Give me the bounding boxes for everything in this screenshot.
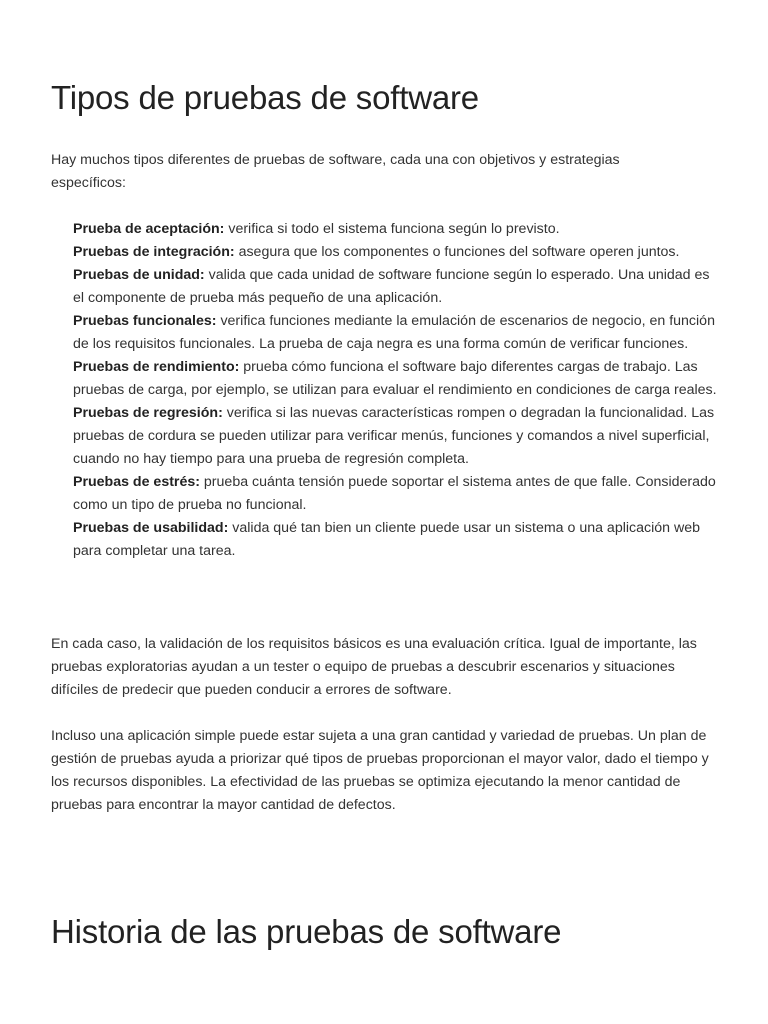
term-label: Prueba de aceptación: [73, 221, 225, 237]
term-description: valida que cada unidad de software funcione según lo esperado. Una unidad es el componente de prueba más pequeño de una aplicación. [73, 267, 710, 306]
term-description: prueba cómo funciona el software bajo diferentes cargas de trabajo. Las pruebas de carga, por ejemplo, se utilizan para evaluar el rendimiento en condiciones de carga reales. [73, 359, 717, 398]
term-label: Pruebas de estrés: [73, 474, 200, 490]
list-item-performance [73, 356, 721, 402]
term-description: verifica si todo el sistema funciona según lo previsto. [228, 221, 560, 237]
term-description: prueba cuánta tensión puede soportar el sistema antes de que falle. Considerado como un tipo de prueba no funcional. [73, 474, 716, 513]
term-description: verifica funciones mediante la emulación de escenarios de negocio, en función de los requisitos funcionales. La prueba de caja negra es una forma común de verificar funciones. [73, 313, 715, 352]
list-item-usability [73, 517, 721, 563]
body-paragraph-test-plan: Incluso una aplicación simple puede estar sujeta a una gran cantidad y variedad de pruebas. Un plan de gestión de pruebas ayuda a priorizar qué tipos de pruebas proporcionan el mayor valor, dado el tiempo y los recursos disponibles. La efectividad de las pruebas se optimiza ejecutando la menor cantidad de pruebas para encontrar la mayor cantidad de defectos. [51, 728, 709, 813]
term-label: Pruebas de integración: [73, 244, 235, 260]
intro-paragraph: Hay muchos tipos diferentes de pruebas de software, cada una con objetivos y estrategias específicos: [51, 152, 620, 191]
list-item-functional [73, 310, 721, 356]
term-label: Pruebas de usabilidad: [73, 520, 229, 536]
term-description: asegura que los componentes o funciones del software operen juntos. [238, 244, 680, 260]
list-item-stress [73, 471, 721, 517]
list-item-unit [73, 264, 721, 310]
section-title-testing-types: Tipos de pruebas de software [51, 79, 479, 116]
body-paragraph-validation: En cada caso, la validación de los requisitos básicos es una evaluación crítica. Igual de importante, las pruebas exploratorias ayudan a un tester o equipo de pruebas a descubrir escenarios y situaciones difíciles de predecir que pueden conducir a errores de software. [51, 636, 697, 698]
term-label: Pruebas de unidad: [73, 267, 205, 283]
list-item-regression [73, 402, 721, 471]
term-description: verifica si las nuevas características rompen o degradan la funcionalidad. Las pruebas de cordura se pueden utilizar para verificar menús, funciones y comandos a nivel superficial, cuando no hay tiempo para una prueba de regresión completa. [73, 405, 715, 467]
term-description: valida qué tan bien un cliente puede usar un sistema o una aplicación web para completar una tarea. [73, 520, 700, 559]
term-label: Pruebas de regresión: [73, 405, 223, 421]
section-title-history: Historia de las pruebas de software [51, 913, 562, 950]
term-label: Pruebas funcionales: [73, 313, 217, 329]
term-label: Pruebas de rendimiento: [73, 359, 240, 375]
testing-types-list [73, 218, 721, 563]
list-item-acceptance [73, 218, 721, 241]
list-item-integration [73, 241, 721, 264]
